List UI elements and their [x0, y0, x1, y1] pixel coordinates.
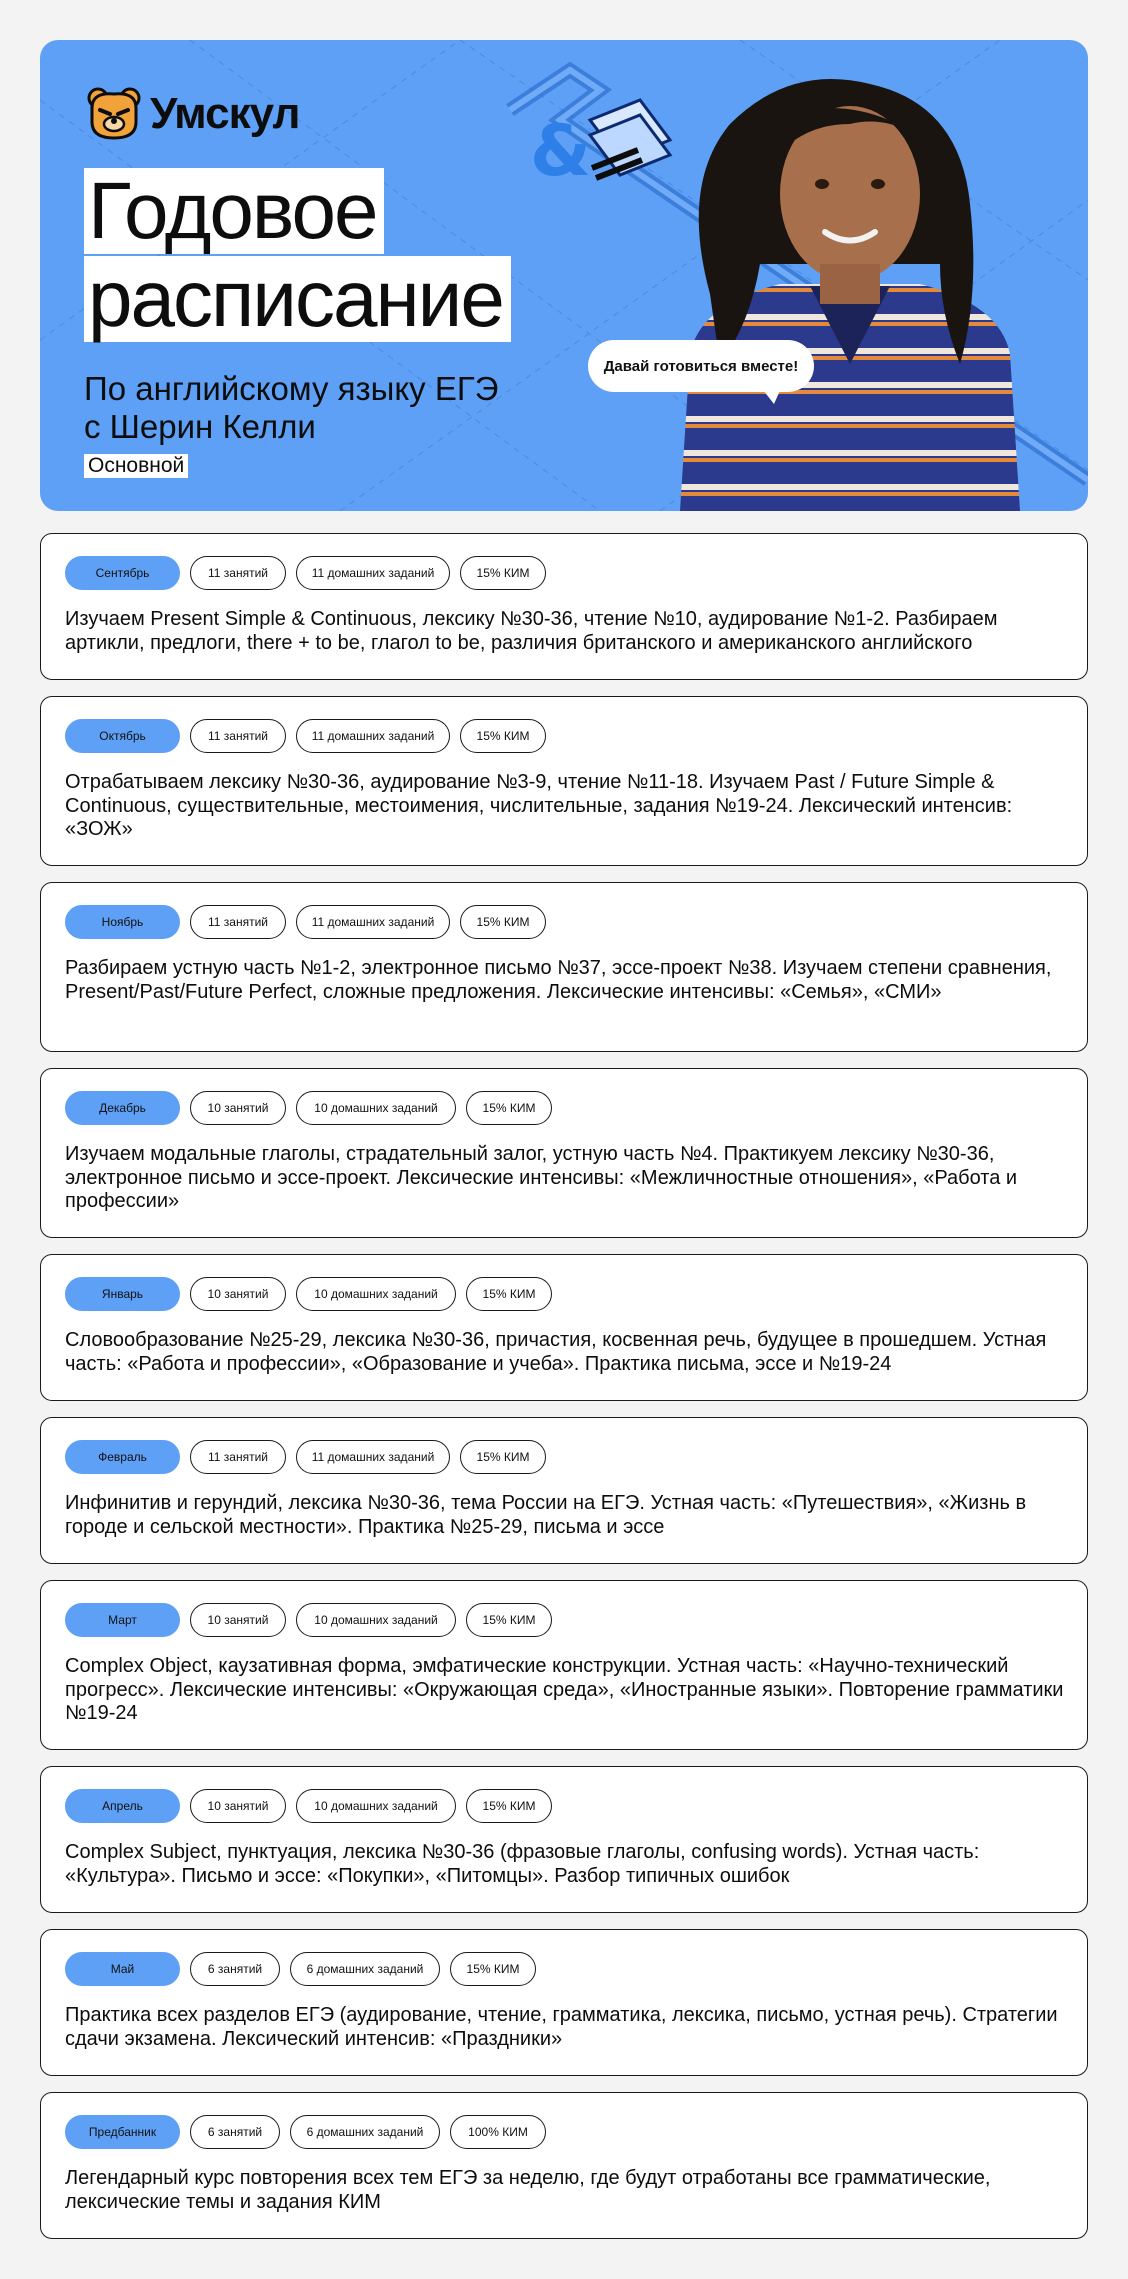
homework-tag: 10 домашних заданий	[296, 1603, 456, 1637]
lessons-tag: 10 занятий	[190, 1789, 286, 1823]
brand-logo[interactable]	[86, 86, 299, 142]
kim-tag: 15% КИМ	[460, 719, 546, 753]
kim-tag: 100% КИМ	[450, 2115, 546, 2149]
month-badge: Октябрь	[65, 719, 180, 753]
month-card-october	[40, 696, 1088, 866]
svg-text:&: &	[530, 110, 592, 192]
month-card-february	[40, 1417, 1088, 1564]
month-description: Complex Subject, пунктуация, лексика №30-36 (фразовые глаголы, confusing words). Устная часть: «Культура». Письмо и эссе: «Покупки», «Питомцы». Разбор типичных ошибок	[65, 1841, 980, 1887]
title-line-2: расписание	[84, 256, 511, 342]
month-card-september	[40, 533, 1088, 680]
speech-bubble-tail	[760, 386, 782, 404]
lessons-tag: 6 занятий	[190, 2115, 280, 2149]
kim-tag: 15% КИМ	[466, 1603, 552, 1637]
month-badge: Январь	[65, 1277, 180, 1311]
kim-tag: 15% КИМ	[466, 1091, 552, 1125]
month-description: Complex Object, каузативная форма, эмфатические конструкции. Устная часть: «Научно-технический прогресс». Лексические интенсивы: «Окружающая среда», «Иностранные языки». Повторение грамматики №19-24	[65, 1655, 1064, 1724]
month-card-may	[40, 1929, 1088, 2076]
month-card-january	[40, 1254, 1088, 1401]
page-title	[84, 168, 511, 342]
kim-tag: 15% КИМ	[466, 1277, 552, 1311]
title-line-1: Годовое	[84, 168, 384, 254]
teacher-photo	[640, 64, 1060, 511]
hero-subtitle: По английскому языку ЕГЭ с Шерин Келли	[84, 370, 499, 445]
month-description: Изучаем модальные глаголы, страдательный залог, устную часть №4. Практикуем лексику №30-36, электронное письмо и эссе-проект. Лексические интенсивы: «Межличностные отношения», «Работа и профессии»	[65, 1143, 1018, 1212]
month-badge: Март	[65, 1603, 180, 1637]
card-tags	[65, 1091, 552, 1125]
card-tags	[65, 905, 546, 939]
month-badge: Декабрь	[65, 1091, 180, 1125]
kim-tag: 15% КИМ	[460, 1440, 546, 1474]
month-description: Отрабатываем лексику №30-36, аудирование №3-9, чтение №11-18. Изучаем Past / Future Simple & Continuous, существительные, местоимения, числительные, задания №19-24. Лексический интенсив: «ЗОЖ»	[65, 771, 1013, 840]
lessons-tag: 11 занятий	[190, 905, 286, 939]
month-badge: Май	[65, 1952, 180, 1986]
month-badge: Сентябрь	[65, 556, 180, 590]
month-card-december	[40, 1068, 1088, 1238]
month-description: Словообразование №25-29, лексика №30-36, причастия, косвенная речь, будущее в прошедшем. Устная часть: «Работа и профессии», «Образование и учеба». Практика письма, эссе и №19-24	[65, 1329, 1047, 1375]
month-card-march	[40, 1580, 1088, 1750]
lessons-tag: 11 занятий	[190, 556, 286, 590]
month-badge: Предбанник	[65, 2115, 180, 2149]
card-tags	[65, 2115, 546, 2149]
month-card-november	[40, 882, 1088, 1052]
kim-tag: 15% КИМ	[466, 1789, 552, 1823]
hero-banner	[40, 40, 1088, 511]
month-description: Разбираем устную часть №1-2, электронное письмо №37, эссе-проект №38. Изучаем степени сравнения, Present/Past/Future Perfect, сложные предложения. Лексические интенсивы: «Семья», «СМИ»	[65, 957, 1052, 1003]
lessons-tag: 10 занятий	[190, 1277, 286, 1311]
speech-bubble: Давай готовиться вместе!	[588, 340, 814, 392]
card-tags	[65, 719, 546, 753]
lessons-tag: 11 занятий	[190, 719, 286, 753]
card-tags	[65, 1789, 552, 1823]
homework-tag: 6 домашних заданий	[290, 2115, 440, 2149]
homework-tag: 10 домашних заданий	[296, 1091, 456, 1125]
homework-tag: 10 домашних заданий	[296, 1789, 456, 1823]
lessons-tag: 10 занятий	[190, 1091, 286, 1125]
brand-name: Умскул	[150, 89, 300, 138]
homework-tag: 10 домашних заданий	[296, 1277, 456, 1311]
homework-tag: 11 домашних заданий	[296, 719, 450, 753]
homework-tag: 6 домашних заданий	[290, 1952, 440, 1986]
month-badge: Ноябрь	[65, 905, 180, 939]
homework-tag: 11 домашних заданий	[296, 556, 450, 590]
card-tags	[65, 556, 546, 590]
course-level-badge: Основной	[84, 454, 188, 478]
card-tags	[65, 1440, 546, 1474]
card-tags	[65, 1603, 552, 1637]
kim-tag: 15% КИМ	[460, 556, 546, 590]
month-description: Практика всех разделов ЕГЭ (аудирование, чтение, грамматика, лексика, письмо, устная речь). Стратегии сдачи экзамена. Лексический интенсив: «Праздники»	[65, 2004, 1058, 2050]
month-description: Изучаем Present Simple & Continuous, лексику №30-36, чтение №10, аудирование №1-2. Разбираем артикли, предлоги, there + to be, глагол to be, различия британского и американского английского	[65, 608, 998, 654]
card-tags	[65, 1952, 536, 1986]
month-description: Легендарный курс повторения всех тем ЕГЭ за неделю, где будут отработаны все грамматические, лексические темы и задания КИМ	[65, 2167, 991, 2213]
lessons-tag: 6 занятий	[190, 1952, 280, 1986]
month-card-april	[40, 1766, 1088, 1913]
homework-tag: 11 домашних заданий	[296, 905, 450, 939]
kim-tag: 15% КИМ	[460, 905, 546, 939]
lessons-tag: 10 занятий	[190, 1603, 286, 1637]
homework-tag: 11 домашних заданий	[296, 1440, 450, 1474]
bear-logo-icon	[86, 86, 142, 142]
month-badge: Апрель	[65, 1789, 180, 1823]
month-card-predbannik	[40, 2092, 1088, 2239]
lessons-tag: 11 занятий	[190, 1440, 286, 1474]
month-badge: Февраль	[65, 1440, 180, 1474]
month-description: Инфинитив и герундий, лексика №30-36, тема России на ЕГЭ. Устная часть: «Путешествия», «Жизнь в городе и сельской местности». Практика №25-29, письма и эссе	[65, 1492, 1027, 1538]
kim-tag: 15% КИМ	[450, 1952, 536, 1986]
card-tags	[65, 1277, 552, 1311]
